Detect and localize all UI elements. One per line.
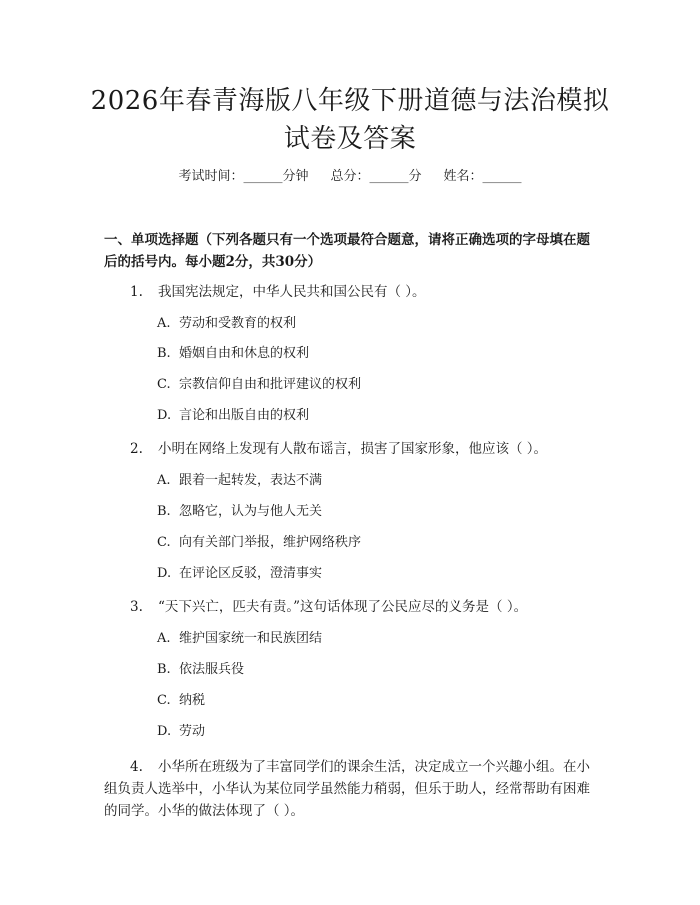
question-number: 3. [130, 599, 143, 615]
option-1b [157, 344, 597, 364]
question-number: 1. [130, 284, 143, 300]
question-text: 小华所在班级为了丰富同学们的课余生活，决定成立一个兴趣小组。在小组负责人选举中，小华认为某位同学虽然能力稍弱，但乐于助人，经常帮助有困难的同学。小华的做法体现了（ ）。 [104, 759, 590, 819]
option-text: 劳动和受教育的权利 [179, 316, 297, 331]
option-letter: D. [157, 724, 172, 739]
option-3a [157, 629, 597, 649]
option-3b [157, 660, 597, 680]
option-text: 忽略它，认为与他人无关 [179, 504, 323, 519]
option-2c [157, 533, 597, 553]
option-letter: C. [157, 535, 171, 550]
exam-name-label: 姓名：______ [443, 169, 522, 184]
question-4 [104, 756, 596, 822]
option-text: 在评论区反驳，澄清事实 [179, 566, 323, 581]
option-1d [157, 406, 597, 426]
option-2d [157, 564, 597, 584]
option-1a [157, 314, 597, 334]
option-text: 依法服兵役 [179, 662, 245, 677]
option-text: 维护国家统一和民族团结 [179, 631, 323, 646]
option-letter: A. [157, 473, 171, 488]
option-2b [157, 502, 597, 522]
exam-meta [0, 167, 700, 187]
option-text: 劳动 [179, 724, 206, 739]
option-3d [157, 722, 597, 742]
option-text: 向有关部门举报，维护网络秩序 [179, 535, 362, 550]
option-text: 跟着一起转发，表达不满 [179, 473, 323, 488]
exam-score-label: 总分：______分 [330, 169, 422, 184]
question-number: 4. [130, 759, 143, 775]
option-2a [157, 471, 597, 491]
option-text: 婚姻自由和休息的权利 [179, 346, 310, 361]
option-3c [157, 691, 597, 711]
question-2 [104, 438, 596, 460]
section-heading-single-choice: 一、单项选择题（下列各题只有一个选项最符合题意，请将正确选项的字母填在题后的括号内。每小题2分，共30分） [104, 232, 590, 270]
option-letter: A. [157, 631, 171, 646]
option-letter: C. [157, 693, 171, 708]
question-number: 2. [130, 441, 143, 457]
option-1c [157, 375, 597, 395]
option-letter: C. [157, 377, 171, 392]
exam-title-line2: 试卷及答案 [283, 124, 417, 154]
question-3 [104, 596, 596, 618]
question-text: “天下兴亡，匹夫有责。”这句话体现了公民应尽的义务是（ ）。 [158, 599, 528, 615]
option-letter: B. [157, 504, 171, 519]
option-text: 言论和出版自由的权利 [179, 408, 310, 423]
option-text: 宗教信仰自由和批评建议的权利 [179, 377, 362, 392]
question-text: 小明在网络上发现有人散布谣言，损害了国家形象，他应该（ ）。 [158, 441, 548, 457]
option-letter: D. [157, 566, 172, 581]
option-letter: B. [157, 662, 171, 677]
option-letter: D. [157, 408, 172, 423]
question-1 [104, 281, 596, 303]
option-letter: A. [157, 316, 171, 331]
exam-title-line1: 2026年春青海版八年级下册道德与法治模拟 [90, 86, 610, 116]
option-text: 纳税 [179, 693, 206, 708]
option-letter: B. [157, 346, 171, 361]
question-text: 我国宪法规定，中华人民共和国公民有（ ）。 [158, 284, 426, 300]
exam-time-label: 考试时间：______分钟 [178, 169, 309, 184]
